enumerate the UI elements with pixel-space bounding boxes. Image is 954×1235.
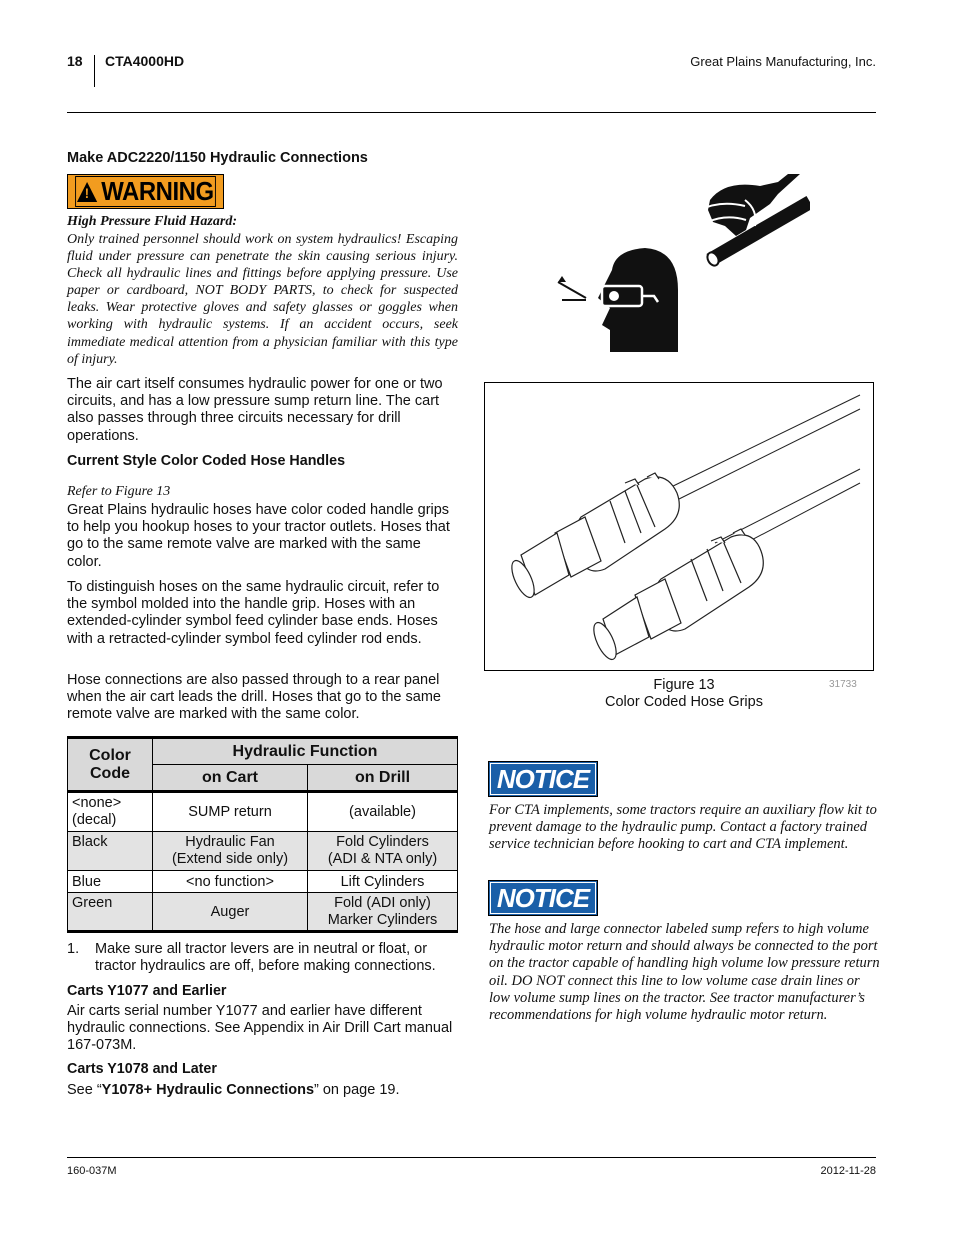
- cell-color-code: Green: [68, 893, 153, 932]
- cross-reference-link[interactable]: Y1078+ Hydraulic Connections: [101, 1082, 315, 1098]
- cell-color-code: <none> (decal): [68, 792, 153, 832]
- color-coded-paragraph-3: Hose connections are also passed through to a rear panel when the air cart leads the drill. Hoses that go to the same remote valve are marked with the same color.: [67, 672, 441, 723]
- hose-grip-upper: [507, 473, 679, 601]
- cell-color-code: Black: [68, 832, 153, 871]
- notice-label-text: NOTICE: [490, 763, 596, 795]
- carts-later-text: See “Y1078+ Hydraulic Connections” on page 19.: [67, 1082, 400, 1098]
- carts-early-heading: Carts Y1077 and Earlier: [67, 983, 227, 999]
- color-coded-heading: Current Style Color Coded Hose Handles: [67, 453, 346, 469]
- table-row: [68, 871, 458, 893]
- notice-text-1: For CTA implements, some tractors require an auxiliary flow kit to prevent damage to the hydraulic pump. Contact a factory trained service technician before hooking to cart and CTA implement.: [489, 802, 877, 853]
- hazard-title: High Pressure Fluid Hazard:: [67, 214, 237, 229]
- color-coded-paragraph-2: To distinguish hoses on the same hydraulic circuit, refer to the symbol molded into the handle grip. Hoses with an extended-cylinder symbol feed cylinder base ends. Hoses with a retracted-cylinder symbol feed cylinder rod ends.: [67, 579, 440, 647]
- company-name: Great Plains Manufacturing, Inc.: [690, 54, 876, 69]
- document-number: 160-037M: [67, 1165, 117, 1177]
- table-row: [68, 792, 458, 832]
- hazard-pictogram-icon: [550, 170, 810, 360]
- spray-arrow-icon: [558, 276, 586, 300]
- hazard-text: Only trained personnel should work on system hydraulics! Escaping fluid under pressure can penetrate the skin causing serious injury. Check all hydraulic lines and fittings before applying pressure. Use paper or cardboard, NOT BODY PARTS, to check for suspected leaks. Wear protective gloves and safety glasses or goggles when working with hydraulic systems. If an accident occurs, seek immediate medical attention from a physician familiar with this type of injury.: [67, 232, 458, 367]
- carts-later-heading: Carts Y1078 and Later: [67, 1061, 217, 1077]
- notice-label-1: [488, 761, 598, 797]
- figure-image-number: 31733: [829, 679, 857, 690]
- cell-on-drill: (available): [308, 792, 458, 832]
- step-text: Make sure all tractor levers are in neutral or float, or tractor hydraulics are off, before making connections.: [95, 941, 436, 975]
- figure-title: Color Coded Hose Grips: [605, 694, 763, 711]
- hydraulic-function-table: [67, 736, 458, 933]
- header-divider: [94, 55, 95, 87]
- cell-on-cart: <no function>: [153, 871, 308, 893]
- cell-on-drill: Lift Cylinders: [308, 871, 458, 893]
- step-number: 1.: [67, 941, 80, 957]
- table-header-color-code: Color Code: [68, 738, 153, 792]
- model-name: CTA4000HD: [105, 53, 185, 69]
- cell-on-drill: Fold Cylinders (ADI & NTA only): [308, 832, 458, 871]
- cell-on-cart: Hydraulic Fan (Extend side only): [153, 832, 308, 871]
- table-header-hydraulic-function: Hydraulic Function: [153, 738, 458, 765]
- carts-early-text: Air carts serial number Y1077 and earlier have different hydraulic connections. See Appendix in Air Drill Cart manual 167-073M.: [67, 1003, 453, 1054]
- table-header-on-drill: on Drill: [308, 765, 458, 792]
- hose-grips-illustration: [485, 383, 873, 670]
- figure-number: Figure 13: [653, 677, 715, 693]
- figure-13-box: [484, 382, 874, 671]
- cell-on-cart: SUMP return: [153, 792, 308, 832]
- cell-on-drill: Fold (ADI only) Marker Cylinders: [308, 893, 458, 932]
- page-number: 18: [67, 53, 83, 69]
- warning-triangle-icon: !: [77, 182, 97, 202]
- cell-color-code: Blue: [68, 871, 153, 893]
- intro-paragraph: The air cart itself consumes hydraulic power for one or two circuits, and has a low pressure sump return line. The cart also passes through three circuits necessary for drill operations.: [67, 376, 443, 444]
- notice-label-text: NOTICE: [490, 882, 596, 914]
- warning-label: [67, 174, 224, 209]
- header-rule: [67, 112, 876, 113]
- figure-reference: Refer to Figure 13: [67, 484, 171, 499]
- table-header-on-cart: on Cart: [153, 765, 308, 792]
- figure-13-caption: [484, 677, 884, 711]
- notice-label-2: [488, 880, 598, 916]
- color-coded-paragraph-1: Great Plains hydraulic hoses have color coded handle grips to help you hookup hoses to your tractor outlets. Hoses that go to the same remote valve are marked with the same color.: [67, 502, 450, 570]
- table-row: [68, 832, 458, 871]
- table-row: [68, 893, 458, 932]
- warning-label-text: WARNING: [101, 176, 214, 206]
- hand-icon: [700, 174, 800, 236]
- footer-rule: [67, 1157, 876, 1158]
- section-title: Make ADC2220/1150 Hydraulic Connections: [67, 150, 368, 166]
- notice-text-2: The hose and large connector labeled sump refers to high volume hydraulic motor return and should always be connected to the port on the tractor capable of handling high volume low pressure return oil. DO NOT connect this line to low volume case drain lines or low volume sump lines on the tractor. See tractor manufacturer’s recommendations for high volume hydraulic motor return.: [489, 921, 880, 1024]
- document-date: 2012-11-28: [820, 1165, 876, 1177]
- cell-on-cart: Auger: [153, 893, 308, 932]
- head-with-goggles-icon: [598, 248, 678, 352]
